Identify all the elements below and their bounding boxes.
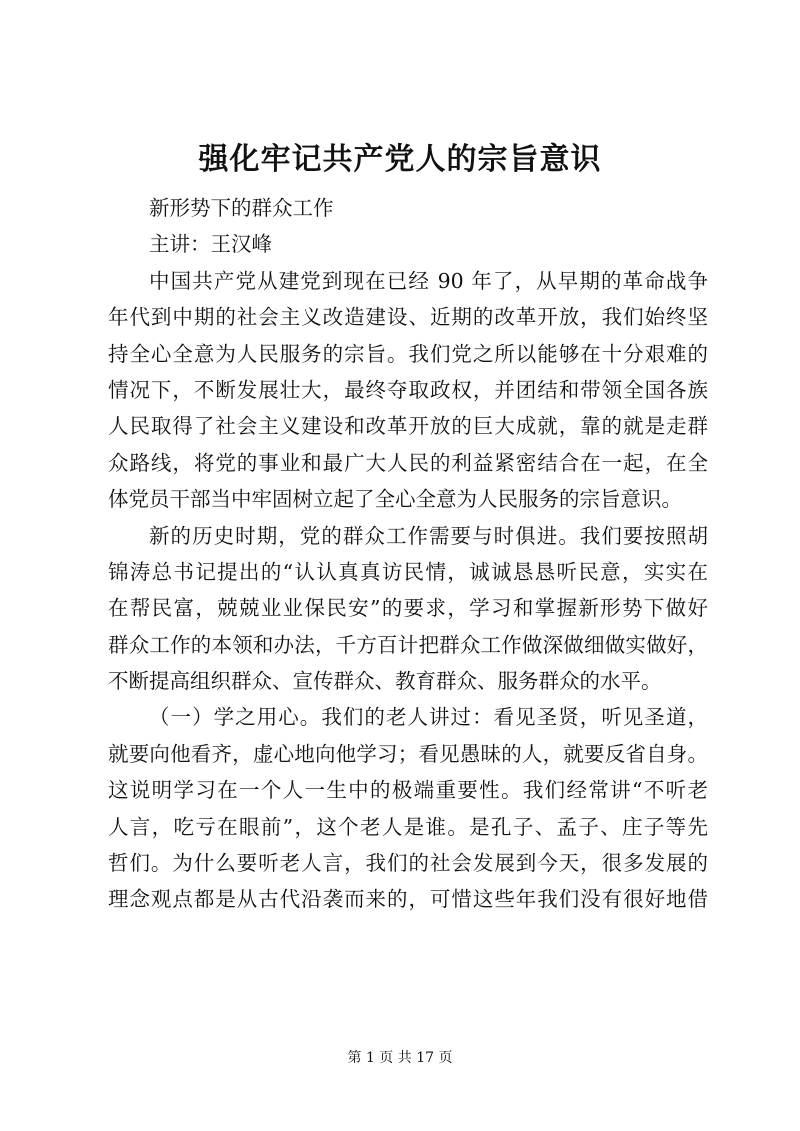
text-line: 群众工作的本领和办法，千方百计把群众工作做深做细做实做好， — [108, 632, 708, 657]
document-body — [108, 190, 708, 918]
text-line: 锦涛总书记提出的“认认真真访民情，诚诚恳恳听民意，实实在 — [108, 559, 708, 584]
text-line: 人民取得了社会主义建设和改革开放的巨大成就，靠的就是走群 — [108, 414, 708, 439]
text-line: 情况下，不断发展壮大，最终夺取政权，并团结和带领全国各族 — [108, 377, 708, 402]
text-line: 这说明学习在一个人一生中的极端重要性。我们经常讲“不听老 — [108, 778, 708, 803]
text-line: （一）学之用心。我们的老人讲过：看见圣贤，听见圣道， — [149, 705, 708, 730]
text-line: 不断提高组织群众、宣传群众、教育群众、服务群众的水平。 — [108, 669, 662, 694]
text-line: 持全心全意为人民服务的宗旨。我们党之所以能够在十分艰难的 — [108, 341, 708, 366]
text-line: 众路线，将党的事业和最广大人民的利益紧密结合在一起，在全 — [108, 450, 708, 475]
text-line: 中国共产党从建党到现在已经 90 年了，从早期的革命战争 — [149, 268, 708, 293]
text-line: 新的历史时期，党的群众工作需要与时俱进。我们要按照胡 — [149, 523, 708, 548]
text-line: 就要向他看齐，虚心地向他学习；看见愚昧的人，就要反省自身。 — [108, 741, 708, 766]
page-footer: 第 1 页 共 17 页 — [347, 1050, 453, 1066]
text-line: 体党员干部当中牢固树立起了全心全意为人民服务的宗旨意识。 — [108, 487, 682, 512]
text-line: 人言，吃亏在眼前”，这个老人是谁。是孔子、孟子、庄子等先 — [108, 814, 708, 839]
text-line: 主讲：王汉峰 — [149, 232, 272, 257]
document-title: 强化牢记共产党人的宗旨意识 — [198, 142, 602, 177]
text-line: 理念观点都是从古代沿袭而来的，可惜这些年我们没有很好地借 — [108, 887, 708, 912]
text-line: 在帮民富，兢兢业业保民安”的要求，学习和掌握新形势下做好 — [108, 596, 708, 621]
text-line: 年代到中期的社会主义改造建设、近期的改革开放，我们始终坚 — [108, 305, 708, 330]
text-line: 新形势下的群众工作 — [149, 196, 334, 220]
text-line: 哲们。为什么要听老人言，我们的社会发展到今天，很多发展的 — [108, 851, 708, 876]
